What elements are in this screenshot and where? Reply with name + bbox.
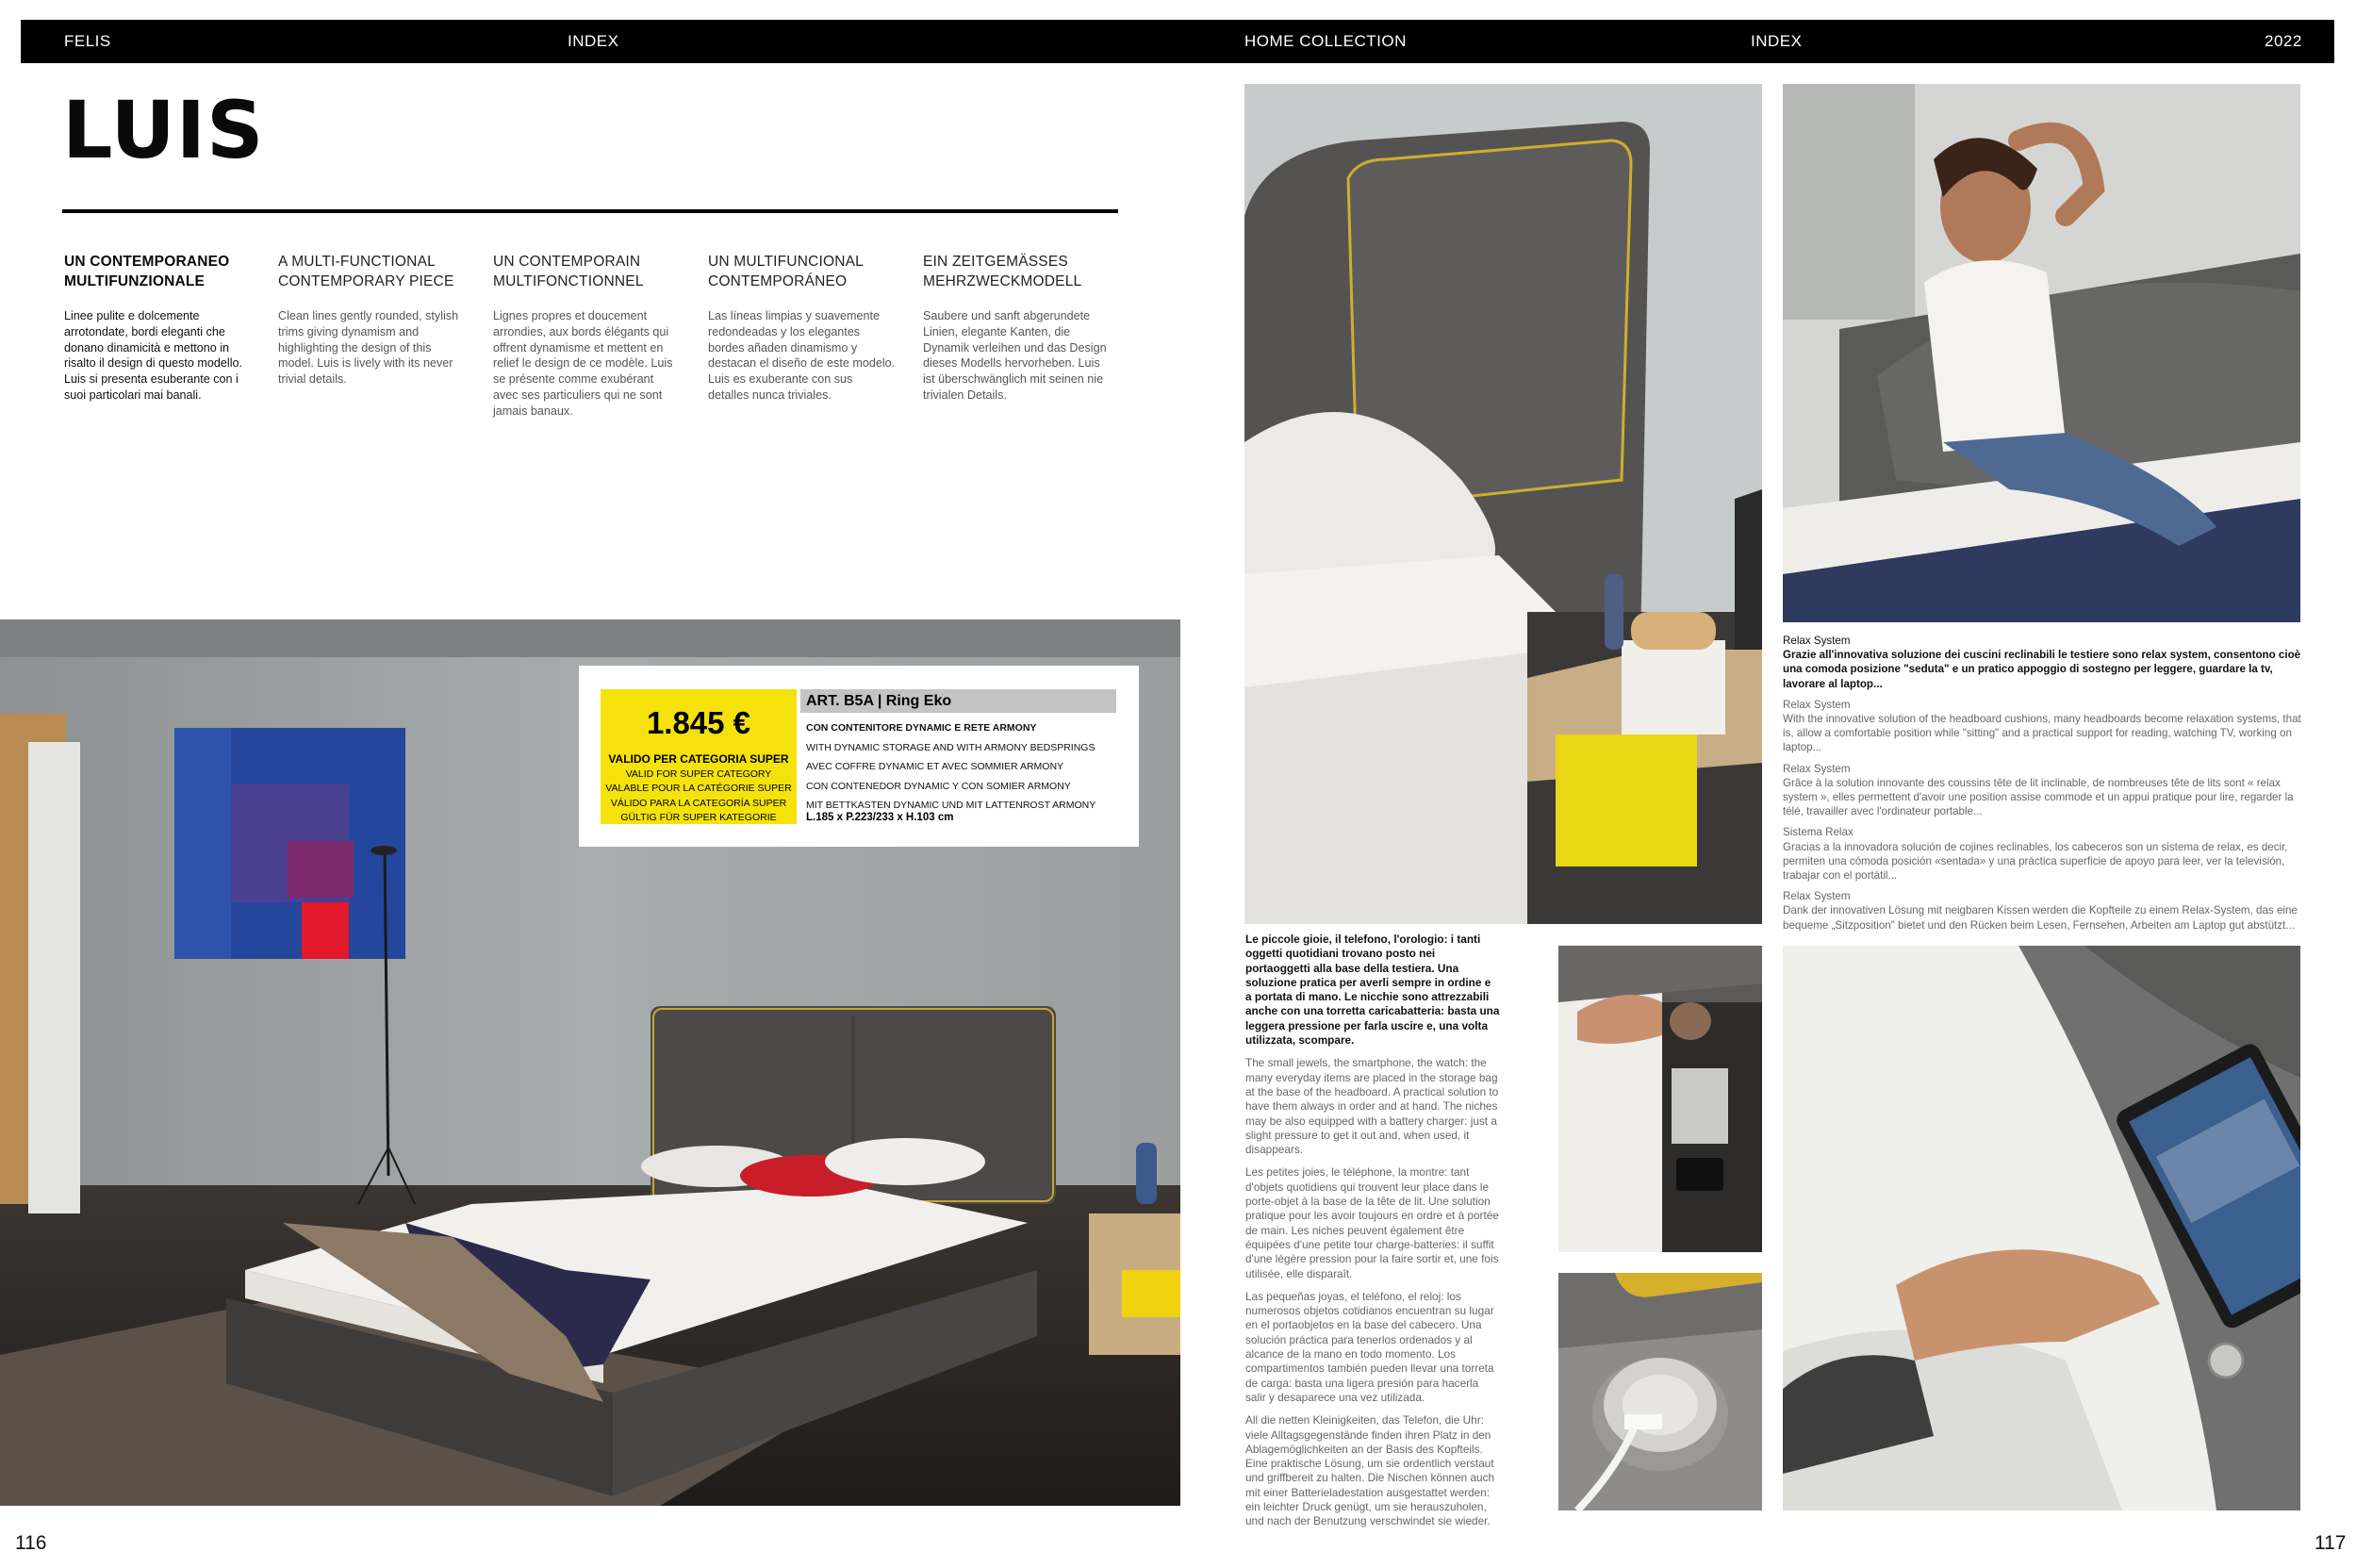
column-body: Clean lines gently rounded, stylish trims giving dynamism and highlighting the design of this model. Luis is lively with its never trivial details. bbox=[278, 309, 459, 387]
relax-heading: Relax System bbox=[1783, 762, 1851, 775]
page-number-right: 117 bbox=[2315, 1532, 2347, 1554]
relax-block bbox=[1783, 762, 2301, 819]
column-body: Saubere und sanft abgerundete Linien, elegante Kanten, die Dynamik verleihen und das Design dieses Modells hervorheben. Luis ist überschwänglich mit seinen nie trivialen Details. bbox=[923, 309, 1107, 402]
relax-heading: Relax System bbox=[1783, 635, 1851, 647]
storage-paragraph: Le piccole gioie, il telefono, l'orologio: i tanti oggetti quotidiani trovano posto nei portaoggetti alla base della testiera. Una soluzione pratica per averli sempre in ordine e a portata di mano. Le nicchie sono attrezzabili anche con una torretta caricabatteria: basta una leggera pressione per farla uscire e, una volta utilizzata, scompare. bbox=[1245, 933, 1500, 1048]
column-body: Linee pulite e dolcemente arrotondate, bordi eleganti che donano dinamicità e mettono in risalto il design di questo modello. Luis si presenta esuberante con i suoi particolari mai banali. bbox=[64, 309, 243, 402]
relax-system-text bbox=[1783, 634, 2301, 939]
storage-paragraph: All die netten Kleinigkeiten, das Telefon, die Uhr: viele Alltagsgegenstände finden ihren Platz in den Ablagemöglichkeiten an der Basis des Kopfteils. Eine praktische Lösung, um sie ordentlich verstaut und griffbereit zu halten. Die Nischen können auch mit einer Batterieladestation ausgestattet werden: ein leichter Druck genügt, um sie herauszuholen, und nach der Benutzung verschwindet sie wieder. bbox=[1245, 1413, 1495, 1528]
description-line: MIT BETTKASTEN DYNAMIC UND MIT LATTENROST ARMONY bbox=[806, 800, 1096, 811]
headboard-detail-photo bbox=[1244, 84, 1762, 924]
text-column-es bbox=[708, 252, 897, 404]
article-dimensions: L.185 x P.223/233 x H.103 cm bbox=[806, 812, 954, 823]
description-line: WITH DYNAMIC STORAGE AND WITH ARMONY BEDSPRINGS bbox=[806, 741, 1096, 753]
column-heading: EIN ZEITGEMÄSSES MEHRZWECKMODELL bbox=[923, 254, 1082, 289]
category-line: GÜLTIG FÜR SUPER KATEGORIE bbox=[620, 812, 777, 823]
text-column-fr bbox=[493, 252, 682, 420]
relax-body: Grazie all'innovativa soluzione dei cuscini reclinabili le testiere sono relax system, consentono cioè una comoda posizione "seduta" e un pratico appoggio di sostegno per leggere, guardare la tv, lavorare al laptop... bbox=[1783, 649, 2301, 690]
category-line: VALID FOR SUPER CATEGORY bbox=[625, 767, 772, 780]
text-column-en bbox=[278, 252, 467, 388]
tablet-in-bed-photo bbox=[1783, 946, 2300, 1510]
description-line: AVEC COFFRE DYNAMIC ET AVEC SOMMIER ARMONY bbox=[806, 761, 1064, 772]
relax-heading: Relax System bbox=[1783, 698, 1851, 711]
storage-paragraph: The small jewels, the smartphone, the watch: the many everyday items are placed in the storage bag at the base of the headboard. A practical solution to have them always in order and at hand. The niches may be also equipped with a battery charger: just a slight pressure to get it out and, when used, it disappears. bbox=[1245, 1056, 1499, 1157]
charging-tower-photo bbox=[1558, 1273, 1762, 1510]
relax-system-photo bbox=[1783, 84, 2300, 622]
relax-body: Gracias a la innovadora solución de cojines reclinables, los cabeceros son un sistema de relax, es decir, permiten una cómoda posición «sentada» y una práctica superficie de apoyo para leer, ver la televisión, trabajar con el portátil... bbox=[1783, 840, 2288, 883]
description-line: CON CONTENEDOR DYNAMIC Y CON SOMIER ARMONY bbox=[806, 780, 1071, 792]
article-code: ART. B5A | Ring Eko bbox=[806, 693, 952, 709]
category-line: VALIDO PER CATEGORIA SUPER bbox=[608, 752, 789, 766]
category-line: VÁLIDO PARA LA CATEGORÍA SUPER bbox=[610, 797, 787, 809]
relax-block bbox=[1783, 634, 2301, 691]
text-column-de bbox=[923, 252, 1112, 404]
storage-text bbox=[1245, 933, 1500, 1538]
index-link-left[interactable]: INDEX bbox=[568, 32, 619, 50]
page-title: LUIS bbox=[62, 84, 265, 176]
storage-niche-photo bbox=[1558, 946, 1762, 1252]
relax-body: With the innovative solution of the headboard cushions, many headboards become relaxation systems, that is, allow a comfortable position while "sitting" and a practical support for reading, watching TV, working on laptop... bbox=[1783, 713, 2301, 754]
storage-paragraph: Les petites joies, le téléphone, la montre: tant d'objets quotidiens qui trouvent leur place dans le porte-objet à la base de la tête de lit. Une solution pratique pour les avoir toujours en ordre et à portée de main. Les niches peuvent également être équipées d'une petite tour charge-batteries: il suffit d'une légère pression pour la faire sortir et, une fois utilisée, elle disparaît. bbox=[1245, 1165, 1499, 1280]
title-divider bbox=[62, 209, 1118, 213]
text-column-it bbox=[64, 252, 253, 404]
article-description bbox=[806, 718, 1117, 816]
relax-block bbox=[1783, 889, 2301, 933]
relax-block bbox=[1783, 825, 2301, 883]
index-link-right[interactable]: INDEX bbox=[1751, 32, 1803, 50]
brand-label: FELIS bbox=[64, 32, 111, 50]
price-amount: 1.845 € bbox=[646, 705, 751, 740]
price-category bbox=[601, 752, 797, 826]
relax-heading: Sistema Relax bbox=[1783, 826, 1853, 839]
column-heading: UN CONTEMPORANEO MULTIFUNZIONALE bbox=[64, 254, 230, 289]
column-body: Las líneas limpias y suavemente redondeadas y los elegantes bordes añaden dinamismo y destacan el diseño de este modelo. Luis es exuberante con sus detalles nunca triviales. bbox=[708, 309, 896, 402]
header-bar bbox=[21, 20, 2334, 63]
collection-label: HOME COLLECTION bbox=[1244, 32, 1407, 50]
relax-block bbox=[1783, 698, 2301, 755]
storage-paragraph: Las pequeñas joyas, el teléfono, el reloj: los numerosos objetos cotidianos encuentran su lugar en el portaobjetos en la base del cabecero. Una solución práctica para tenerlos ordenados y al alcance de la mano en todo momento. Los compartimentos también pueden llevar una torreta de carga: basta una ligera presión para hacerla salir y desaparece una vez utilizada. bbox=[1245, 1289, 1494, 1404]
column-heading: A MULTI-FUNCTIONAL CONTEMPORARY PIECE bbox=[278, 254, 454, 289]
column-body: Lignes propres et doucement arrondies, aux bords élégants qui offrent dynamisme et mettent en relief le design de ce modèle. Luis se présente comme exubérant avec ses particuliers qui ne sont jamais banaux. bbox=[493, 309, 673, 418]
category-line: VALABLE POUR LA CATÉGORIE SUPER bbox=[605, 783, 792, 794]
relax-heading: Relax System bbox=[1783, 890, 1851, 903]
description-line: CON CONTENITORE DYNAMIC E RETE ARMONY bbox=[806, 722, 1037, 734]
relax-body: Grâce à la solution innovante des coussins tête de lit inclinable, de nombreuses tête de lits sont « relax system », elles permettent d'avoir une position assise commode et un appui pratique pour lire, regarder la télé, travailler avec l'ordinateur portable... bbox=[1783, 776, 2294, 818]
relax-body: Dank der innovativen Lösung mit neigbaren Kissen werden die Kopfteile zu einem Relax-System, das eine bequeme „Sitzposition" bietet und den Rücken beim Lesen, Fernsehen, Arbeiten am Laptop gut abstützt... bbox=[1783, 904, 2298, 932]
page-number-left: 116 bbox=[15, 1532, 47, 1554]
year-label: 2022 bbox=[2265, 32, 2302, 50]
column-heading: UN CONTEMPORAIN MULTIFONCTIONNEL bbox=[493, 254, 644, 289]
column-heading: UN MULTIFUNCIONAL CONTEMPORÁNEO bbox=[708, 254, 864, 289]
